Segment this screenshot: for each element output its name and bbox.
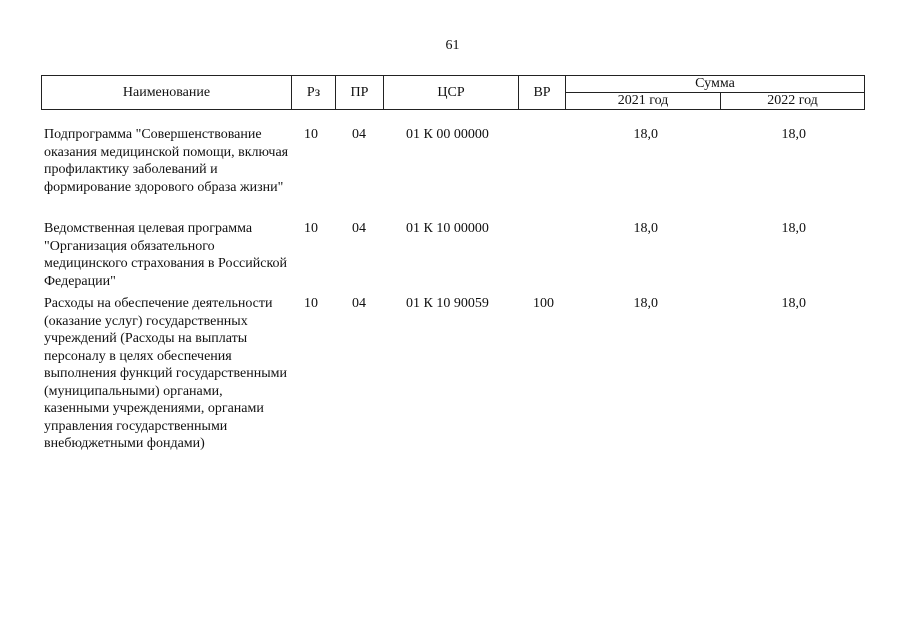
table-header — [41, 75, 865, 110]
header-rz: Рз — [292, 76, 336, 110]
header-csr: ЦСР — [384, 76, 519, 110]
page-number: 61 — [445, 38, 460, 53]
row-pr: 04 — [352, 127, 366, 142]
table-body — [41, 126, 864, 475]
row-name: Ведомственная целевая программа "Организация обязательного медицинского страхования в Российской Федерации" — [44, 221, 288, 289]
row-rz: 10 — [304, 296, 318, 311]
table-row — [41, 220, 864, 295]
header-year-2022: 2022 год — [721, 93, 865, 110]
row-rz: 10 — [304, 221, 318, 236]
header-name: Наименование — [42, 76, 292, 110]
table-row — [41, 295, 864, 475]
row-sum-2022: 18,0 — [781, 127, 806, 142]
header-pr: ПР — [336, 76, 384, 110]
table-row — [41, 126, 864, 220]
row-sum-2022: 18,0 — [781, 221, 806, 236]
row-csr: 01 К 10 00000 — [406, 221, 489, 236]
row-sum-2021: 18,0 — [633, 221, 658, 236]
header-vr: ВР — [519, 76, 566, 110]
row-csr: 01 К 10 90059 — [406, 296, 489, 311]
header-year-2021: 2021 год — [566, 93, 721, 110]
row-pr: 04 — [352, 221, 366, 236]
row-name: Расходы на обеспечение деятельности (оказание услуг) государственных учреждений (Расходы на выплаты персоналу в целях обеспечения выполнения функций государственными (муниципальными) органами, казенными учреждениями, органами управления государственными внебюджетными фондами) — [44, 296, 287, 451]
row-pr: 04 — [352, 296, 366, 311]
row-sum-2022: 18,0 — [781, 296, 806, 311]
row-sum-2021: 18,0 — [633, 296, 658, 311]
row-sum-2021: 18,0 — [633, 127, 658, 142]
row-name: Подпрограмма "Совершенствование оказания медицинской помощи, включая профилактику заболеваний и формирование здорового образа жизни" — [44, 127, 289, 195]
row-csr: 01 К 00 00000 — [406, 127, 489, 142]
header-sum: Сумма — [566, 76, 865, 93]
row-vr: 100 — [533, 296, 554, 311]
row-rz: 10 — [304, 127, 318, 142]
